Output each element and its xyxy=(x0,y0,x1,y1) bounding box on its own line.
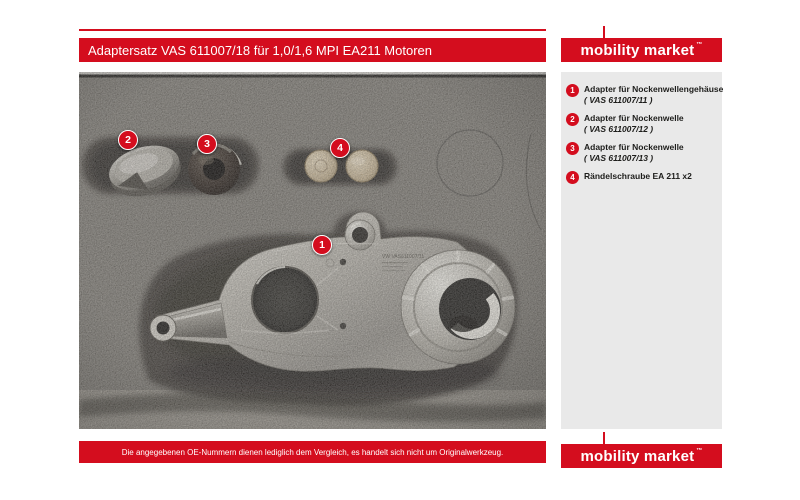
product-photo xyxy=(79,72,546,429)
disclaimer-banner xyxy=(79,441,546,463)
legend-item-2 xyxy=(566,113,718,135)
logo-tick-icon xyxy=(603,432,605,444)
brand-name: mobility market xyxy=(580,41,695,59)
legend-item-1 xyxy=(566,84,724,106)
trademark-symbol: ™ xyxy=(696,42,703,48)
legend-badge-1: 1 xyxy=(566,84,579,97)
legend-part-number: ( VAS 611007/12 ) xyxy=(584,124,654,134)
brand-name: mobility market xyxy=(580,447,695,465)
photo-graphic xyxy=(79,72,546,429)
legend-part-number: ( VAS 611007/13 ) xyxy=(584,153,654,163)
logo-box xyxy=(561,444,722,468)
logo-box xyxy=(561,38,722,62)
legend-item-3 xyxy=(566,142,718,164)
legend-label: Rändelschraube EA 211 x2 xyxy=(584,171,692,181)
photo-marker-3 xyxy=(197,134,217,154)
legend-label: Adapter für Nockenwellengehäuse xyxy=(584,84,724,94)
title-banner xyxy=(79,38,546,62)
brand-logo-bottom xyxy=(561,432,722,468)
marker-number: 1 xyxy=(319,239,325,251)
disclaimer-text: Die angegebenen OE-Nummern dienen lediglich dem Vergleich, es handelt sich nicht um Originalwerkzeug. xyxy=(121,447,504,457)
brand-logo-top xyxy=(561,26,722,62)
photo-marker-1 xyxy=(312,235,332,255)
top-rule xyxy=(79,29,546,31)
legend-part-number: ( VAS 611007/11 ) xyxy=(584,95,653,105)
marker-number: 4 xyxy=(337,142,343,154)
legend-badge-3: 3 xyxy=(566,142,579,155)
legend-label: Adapter für Nockenwelle xyxy=(584,113,684,123)
photo-marker-4 xyxy=(330,138,350,158)
legend-badge-2: 2 xyxy=(566,113,579,126)
vignette-overlay xyxy=(79,72,546,429)
legend-badge-4: 4 xyxy=(566,171,579,184)
legend-item-4 xyxy=(566,171,718,184)
legend-label: Adapter für Nockenwelle xyxy=(584,142,684,152)
marker-number: 2 xyxy=(125,134,131,146)
marker-number: 3 xyxy=(204,138,210,150)
page-title: Adaptersatz VAS 611007/18 für 1,0/1,6 MPI EA211 Motoren xyxy=(88,42,432,58)
legend-panel xyxy=(561,72,722,429)
photo-marker-2 xyxy=(118,130,138,150)
logo-tick-icon xyxy=(603,26,605,38)
trademark-symbol: ™ xyxy=(696,448,703,454)
